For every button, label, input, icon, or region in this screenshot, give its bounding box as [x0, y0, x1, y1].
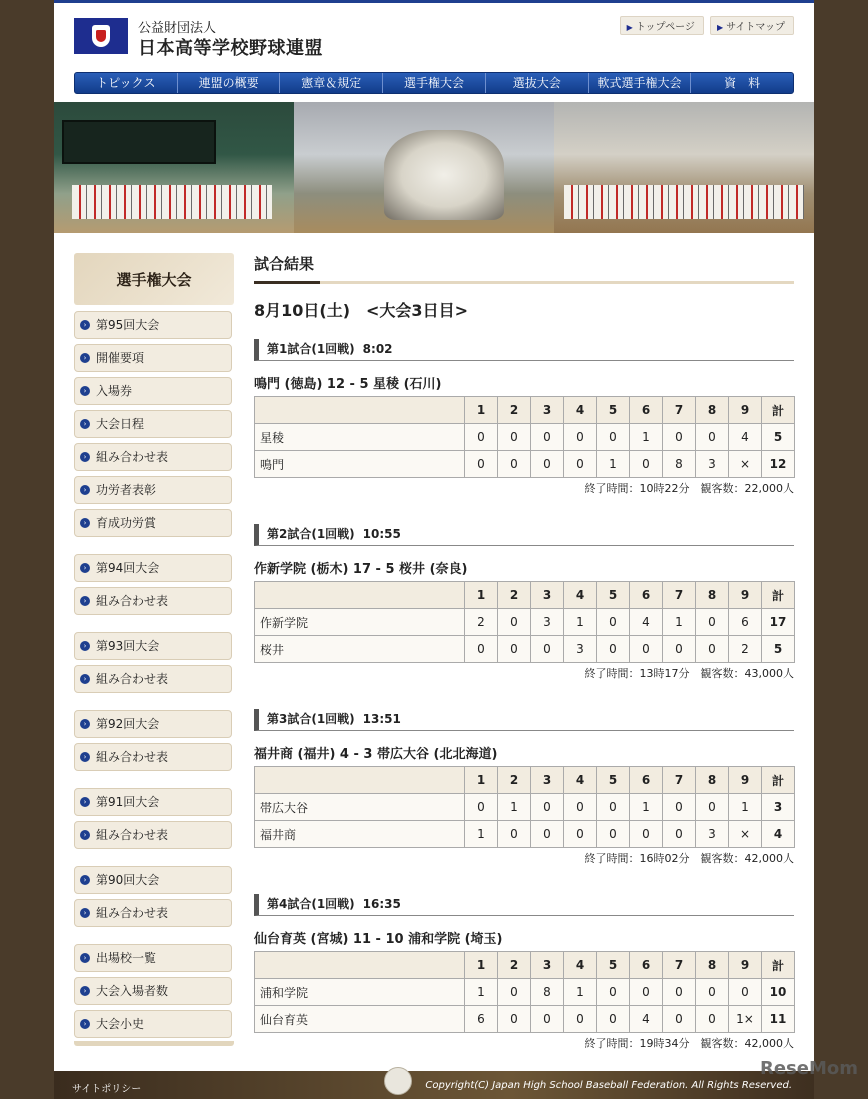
site-policy-link[interactable]: サイトポリシー [72, 1084, 142, 1095]
game-heading [254, 524, 794, 546]
inning-score-cell: 0 [663, 821, 696, 848]
inning-score-cell: 0 [696, 609, 729, 636]
sidebar-item-label: 組み合わせ表 [96, 828, 169, 842]
inning-score-cell: 1 [729, 794, 762, 821]
inning-score-cell: 0 [465, 636, 498, 663]
sidebar-item[interactable] [74, 476, 232, 504]
inning-score-cell: 0 [663, 794, 696, 821]
main-content [254, 253, 794, 1051]
triangle-icon: ▶ [626, 23, 633, 32]
inning-header: 9 [729, 582, 762, 609]
inning-score-cell: 0 [696, 1006, 729, 1033]
inning-header: 7 [663, 582, 696, 609]
inning-header: 6 [630, 582, 663, 609]
game-result: 仙台育英 (宮城) 11 - 10 浦和学院 (埼玉) [254, 932, 503, 947]
sidebar-item[interactable] [74, 899, 232, 927]
inning-score-cell: 1× [729, 1006, 762, 1033]
inning-score-cell: 0 [498, 821, 531, 848]
inning-score-cell: 1 [498, 794, 531, 821]
inning-score-cell: 0 [696, 979, 729, 1006]
sidebar-item[interactable] [74, 1010, 232, 1038]
inning-score-cell: 0 [498, 609, 531, 636]
sidebar-item[interactable] [74, 311, 232, 339]
arrow-icon: › [80, 485, 90, 495]
players-lineup-graphic [72, 185, 272, 219]
inning-score-cell: 0 [564, 821, 597, 848]
inning-header: 5 [597, 952, 630, 979]
table-row [255, 451, 795, 478]
sidebar-bottom-edge [74, 1041, 234, 1046]
inning-header: 計 [762, 582, 795, 609]
inning-score-cell: 0 [564, 794, 597, 821]
team-column-header [255, 767, 465, 794]
sidebar-item[interactable] [74, 710, 232, 738]
game-start-time: 8:02 [362, 342, 393, 356]
inning-score-cell: × [729, 451, 762, 478]
inning-score-cell: 1 [465, 821, 498, 848]
arrow-icon: › [80, 674, 90, 684]
team-name-cell: 星稜 [255, 424, 465, 451]
total-score-cell: 4 [762, 821, 795, 848]
total-score-cell: 5 [762, 424, 795, 451]
top-page-label: トップページ [635, 22, 695, 33]
inning-header: 4 [564, 952, 597, 979]
inning-score-cell: 3 [696, 451, 729, 478]
arrow-icon: › [80, 386, 90, 396]
arrow-icon: › [80, 563, 90, 573]
game-footer: 終了時間：19時34分 観客数：42,000人 [584, 1037, 794, 1050]
inning-score-cell: 0 [597, 424, 630, 451]
table-row [255, 424, 795, 451]
inning-score-cell: 0 [696, 636, 729, 663]
total-score-cell: 10 [762, 979, 795, 1006]
inning-header: 4 [564, 397, 597, 424]
inning-score-cell: 0 [663, 636, 696, 663]
inning-score-cell: 0 [597, 609, 630, 636]
game-label: 第3試合(1回戦) [267, 712, 355, 726]
inning-header: 8 [696, 767, 729, 794]
table-row [255, 821, 795, 848]
inning-score-cell: 0 [597, 979, 630, 1006]
table-header-row [255, 582, 795, 609]
sidebar-item-label: 第92回大会 [96, 717, 160, 731]
inning-header: 9 [729, 952, 762, 979]
sidebar-item[interactable] [74, 344, 232, 372]
inning-score-cell: 1 [630, 794, 663, 821]
inning-score-cell: 0 [663, 1006, 696, 1033]
baseball-icon [384, 1067, 412, 1095]
sidebar-item[interactable] [74, 587, 232, 615]
inning-score-cell: 0 [630, 979, 663, 1006]
inning-score-cell: 0 [498, 451, 531, 478]
inning-score-cell: 0 [531, 1006, 564, 1033]
game-block [254, 524, 794, 681]
inning-header: 8 [696, 952, 729, 979]
game-start-time: 13:51 [362, 712, 401, 726]
game-label: 第4試合(1回戦) [267, 897, 355, 911]
sidebar-item[interactable] [74, 509, 232, 537]
team-name-cell: 帯広大谷 [255, 794, 465, 821]
sidebar-item-label: 組み合わせ表 [96, 594, 169, 608]
inning-score-cell: 0 [597, 794, 630, 821]
inning-score-cell: 0 [663, 979, 696, 1006]
watermark-logo: ReseMom [759, 1058, 858, 1079]
team-column-header [255, 397, 465, 424]
nav-championship[interactable]: 選手権大会 [383, 73, 486, 93]
score-table [254, 951, 795, 1033]
inning-header: 5 [597, 397, 630, 424]
hero-banner-image [54, 102, 814, 233]
sidebar-item-label: 出場校一覧 [96, 951, 157, 965]
arrow-icon: › [80, 452, 90, 462]
sidebar-item[interactable] [74, 788, 232, 816]
sidebar-item[interactable] [74, 554, 232, 582]
arrow-icon: › [80, 953, 90, 963]
inning-score-cell: 3 [696, 821, 729, 848]
game-block [254, 709, 794, 866]
arrow-icon: › [80, 986, 90, 996]
inning-header: 7 [663, 397, 696, 424]
inning-score-cell: 3 [531, 609, 564, 636]
scoreboard-graphic [62, 120, 216, 164]
game-footer: 終了時間：10時22分 観客数：22,000人 [584, 482, 794, 495]
inning-header: 2 [498, 397, 531, 424]
score-table [254, 396, 795, 478]
arrow-icon: › [80, 797, 90, 807]
game-start-time: 16:35 [362, 897, 401, 911]
arrow-icon: › [80, 518, 90, 528]
inning-header: 4 [564, 767, 597, 794]
utility-links [620, 16, 794, 35]
table-row [255, 794, 795, 821]
inning-score-cell: 0 [597, 636, 630, 663]
score-table [254, 766, 795, 848]
inning-header: 8 [696, 582, 729, 609]
inning-header: 9 [729, 767, 762, 794]
arrow-icon: › [80, 908, 90, 918]
game-result: 鳴門 (徳島) 12 - 5 星稜 (石川) [254, 377, 442, 392]
inning-score-cell: 6 [729, 609, 762, 636]
inning-score-cell: 0 [531, 451, 564, 478]
org-name[interactable]: 日本高等学校野球連盟 [138, 38, 323, 59]
sidebar-item-label: 第94回大会 [96, 561, 160, 575]
global-nav [74, 72, 794, 94]
inning-score-cell: 0 [498, 636, 531, 663]
inning-score-cell: 3 [564, 636, 597, 663]
inning-score-cell: 4 [630, 1006, 663, 1033]
inning-score-cell: 0 [597, 821, 630, 848]
inning-header: 7 [663, 767, 696, 794]
inning-score-cell: 1 [663, 609, 696, 636]
table-row [255, 979, 795, 1006]
nav-softball[interactable]: 軟式選手権大会 [589, 73, 692, 93]
sidebar-item-label: 大会入場者数 [96, 984, 169, 998]
sidebar-item-label: 第93回大会 [96, 639, 160, 653]
inning-score-cell: 0 [498, 979, 531, 1006]
inning-header: 2 [498, 582, 531, 609]
total-score-cell: 12 [762, 451, 795, 478]
sidebar-item[interactable] [74, 866, 232, 894]
inning-header: 9 [729, 397, 762, 424]
team-name-cell: 浦和学院 [255, 979, 465, 1006]
inning-header: 計 [762, 952, 795, 979]
inning-score-cell: 0 [564, 424, 597, 451]
inning-score-cell: 0 [465, 794, 498, 821]
sidebar-item[interactable] [74, 743, 232, 771]
score-table [254, 581, 795, 663]
inning-score-cell: 8 [531, 979, 564, 1006]
game-result: 福井商 (福井) 4 - 3 帯広大谷 (北北海道) [254, 747, 498, 762]
inning-score-cell: 0 [531, 424, 564, 451]
table-header-row [255, 397, 795, 424]
sidebar-item-label: 入場券 [96, 384, 133, 398]
inning-header: 6 [630, 397, 663, 424]
sitemap-link[interactable] [710, 16, 794, 35]
sidebar-item[interactable] [74, 977, 232, 1005]
inning-score-cell: 0 [465, 451, 498, 478]
game-heading [254, 709, 794, 731]
sidebar-item-label: 開催要項 [96, 351, 145, 365]
inning-score-cell: 0 [531, 636, 564, 663]
sidebar-item-label: 第91回大会 [96, 795, 160, 809]
inning-score-cell: 0 [663, 424, 696, 451]
inning-score-cell: 1 [630, 424, 663, 451]
arrow-icon: › [80, 752, 90, 762]
inning-header: 6 [630, 767, 663, 794]
inning-score-cell: 0 [630, 636, 663, 663]
team-name-cell: 福井商 [255, 821, 465, 848]
shield-icon [92, 25, 110, 47]
inning-header: 3 [531, 952, 564, 979]
inning-score-cell: 0 [531, 821, 564, 848]
sidebar-item-label: 大会小史 [96, 1017, 145, 1031]
inning-score-cell: 6 [465, 1006, 498, 1033]
sidebar-item-label: 組み合わせ表 [96, 450, 169, 464]
sidebar-item-label: 組み合わせ表 [96, 906, 169, 920]
game-footer: 終了時間：13時17分 観客数：43,000人 [584, 667, 794, 680]
arrow-icon: › [80, 719, 90, 729]
sitemap-label: サイトマップ [726, 22, 785, 33]
inning-score-cell: 0 [696, 424, 729, 451]
nav-materials[interactable]: 資 料 [724, 76, 761, 90]
arrow-icon: › [80, 1019, 90, 1029]
sidebar-item-label: 組み合わせ表 [96, 672, 169, 686]
inning-score-cell: 0 [729, 979, 762, 1006]
sidebar-item-label: 大会日程 [96, 417, 145, 431]
game-start-time: 10:55 [362, 527, 401, 541]
sidebar-title: 選手権大会 [74, 253, 234, 305]
inning-score-cell: 0 [465, 424, 498, 451]
arrow-icon: › [80, 596, 90, 606]
page [54, 0, 814, 1096]
inning-score-cell: 8 [663, 451, 696, 478]
team-column-header [255, 582, 465, 609]
sidebar-item-label: 第95回大会 [96, 318, 160, 332]
inning-header: 1 [465, 397, 498, 424]
site-footer [54, 1071, 814, 1099]
org-subtitle: 公益財団法人 [138, 21, 217, 36]
inning-score-cell: 0 [597, 1006, 630, 1033]
arrow-icon: › [80, 320, 90, 330]
triangle-icon: ▶ [716, 23, 724, 32]
table-row [255, 636, 795, 663]
team-name-cell: 桜井 [255, 636, 465, 663]
inning-score-cell: 0 [630, 451, 663, 478]
sidebar-item[interactable] [74, 410, 232, 438]
inning-score-cell: 4 [630, 609, 663, 636]
sidebar-item[interactable] [74, 443, 232, 471]
inning-header: 1 [465, 582, 498, 609]
inning-score-cell: 0 [531, 794, 564, 821]
table-header-row [255, 767, 795, 794]
total-score-cell: 3 [762, 794, 795, 821]
inning-score-cell: 0 [696, 794, 729, 821]
game-results [254, 339, 794, 1051]
inning-score-cell: 0 [630, 821, 663, 848]
inning-header: 5 [597, 767, 630, 794]
sidebar-item[interactable] [74, 632, 232, 660]
table-header-row [255, 952, 795, 979]
inning-score-cell: 0 [498, 424, 531, 451]
top-page-link[interactable] [620, 16, 704, 35]
federation-logo[interactable] [74, 18, 128, 54]
inning-header: 3 [531, 397, 564, 424]
team-name-cell: 仙台育英 [255, 1006, 465, 1033]
inning-header: 1 [465, 952, 498, 979]
game-footer: 終了時間：16時02分 観客数：42,000人 [584, 852, 794, 865]
sidebar-item-label: 育成功労賞 [96, 516, 157, 530]
inning-score-cell: 0 [498, 1006, 531, 1033]
table-row [255, 609, 795, 636]
inning-score-cell: 0 [564, 451, 597, 478]
game-heading [254, 339, 794, 361]
nav-charter[interactable]: 憲章＆規定 [280, 73, 383, 93]
nav-topics[interactable]: トピックス [75, 73, 178, 93]
arrow-icon: › [80, 641, 90, 651]
inning-header: 計 [762, 767, 795, 794]
sidebar-item-label: 功労者表彰 [96, 483, 157, 497]
players-huddle-graphic [384, 130, 504, 220]
arrow-icon: › [80, 353, 90, 363]
inning-header: 6 [630, 952, 663, 979]
sidebar-item[interactable] [74, 944, 232, 972]
inning-header: 1 [465, 767, 498, 794]
section-title: 試合結果 [254, 253, 794, 284]
inning-score-cell: × [729, 821, 762, 848]
team-column-header [255, 952, 465, 979]
inning-header: 8 [696, 397, 729, 424]
arrow-icon: › [80, 875, 90, 885]
team-name-cell: 鳴門 [255, 451, 465, 478]
inning-header: 3 [531, 767, 564, 794]
total-score-cell: 5 [762, 636, 795, 663]
inning-header: 計 [762, 397, 795, 424]
site-header [54, 3, 814, 67]
total-score-cell: 17 [762, 609, 795, 636]
arrow-icon: › [80, 419, 90, 429]
players-lineup-graphic [564, 185, 804, 219]
inning-score-cell: 1 [465, 979, 498, 1006]
inning-score-cell: 2 [465, 609, 498, 636]
inning-score-cell: 1 [597, 451, 630, 478]
inning-header: 7 [663, 952, 696, 979]
game-result: 作新学院 (栃木) 17 - 5 桜井 (奈良) [254, 562, 468, 577]
copyright-text: Copyright(C) Japan High School Baseball Federation. All Rights Reserved. [425, 1080, 792, 1091]
sidebar-item[interactable] [74, 665, 232, 693]
inning-score-cell: 2 [729, 636, 762, 663]
sidebar-item-label: 組み合わせ表 [96, 750, 169, 764]
arrow-icon: › [80, 830, 90, 840]
sidebar-item-label: 第90回大会 [96, 873, 160, 887]
sidebar-item[interactable] [74, 377, 232, 405]
game-label: 第2試合(1回戦) [267, 527, 355, 541]
game-heading [254, 894, 794, 916]
sidebar-item[interactable] [74, 821, 232, 849]
game-block [254, 339, 794, 496]
inning-header: 2 [498, 952, 531, 979]
team-name-cell: 作新学院 [255, 609, 465, 636]
inning-header: 5 [597, 582, 630, 609]
inning-score-cell: 4 [729, 424, 762, 451]
inning-header: 2 [498, 767, 531, 794]
nav-about[interactable]: 連盟の概要 [178, 73, 281, 93]
inning-header: 4 [564, 582, 597, 609]
inning-score-cell: 0 [564, 1006, 597, 1033]
nav-invitational[interactable]: 選抜大会 [486, 73, 589, 93]
total-score-cell: 11 [762, 1006, 795, 1033]
game-block [254, 894, 794, 1051]
inning-score-cell: 1 [564, 979, 597, 1006]
date-heading: 8月10日(土) <大会3日目> [254, 301, 468, 320]
game-label: 第1試合(1回戦) [267, 342, 355, 356]
inning-score-cell: 1 [564, 609, 597, 636]
table-row [255, 1006, 795, 1033]
inning-header: 3 [531, 582, 564, 609]
